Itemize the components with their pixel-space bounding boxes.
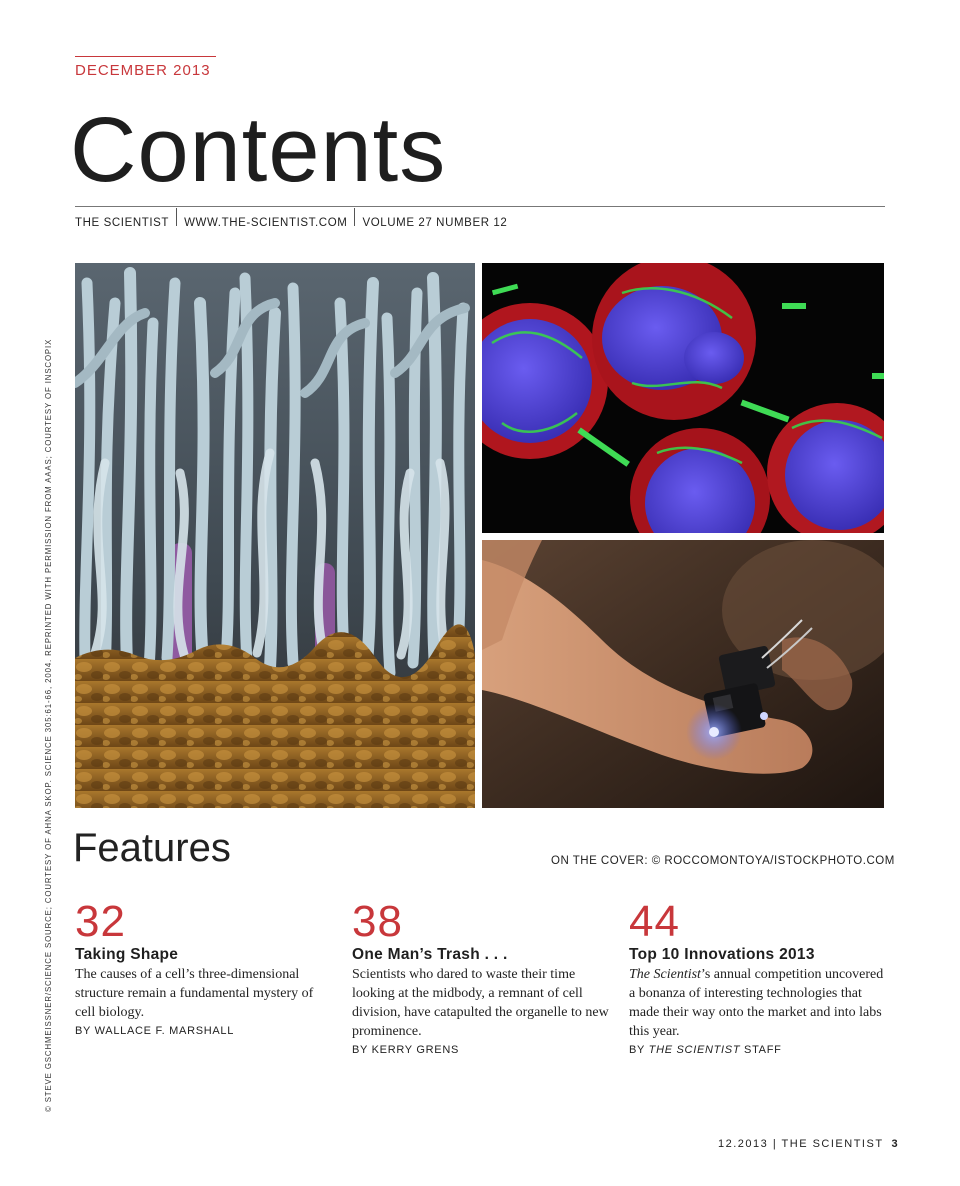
feature-byline: BY KERRY GRENS xyxy=(352,1044,460,1056)
feature-byline: BY WALLACE F. MARSHALL xyxy=(75,1025,235,1037)
feature-title[interactable]: Top 10 Innovations 2013 xyxy=(629,946,815,963)
page-number: 3 xyxy=(891,1138,900,1150)
page-footer xyxy=(718,1138,899,1150)
feature-title[interactable]: Taking Shape xyxy=(75,946,179,963)
masthead-volume: VOLUME 27 NUMBER 12 xyxy=(362,217,508,229)
masthead-publication: THE SCIENTIST xyxy=(75,217,170,229)
feature-description-text: ’s annual competition uncovered a bonanza of interesting technologies that made their way onto the market and into labs this year. xyxy=(629,967,884,1039)
feature-description-italic: The Scientist xyxy=(629,967,701,982)
feature-page-number: 38 xyxy=(352,897,403,946)
heading-rule xyxy=(75,206,885,207)
feature-page-number: 44 xyxy=(629,897,680,946)
footer-text: 12.2013 | THE SCIENTIST xyxy=(718,1138,884,1150)
feature-byline-italic: THE SCIENTIST xyxy=(648,1044,741,1056)
feature-description: Scientists who dared to waste their time looking at the midbody, a remnant of cell division, have catapulted the organelle to new prominence. xyxy=(352,967,609,1039)
feature-byline xyxy=(629,1044,889,1056)
masthead-divider xyxy=(354,208,355,226)
feature-item[interactable] xyxy=(352,897,612,1056)
masthead-website[interactable]: WWW.THE-SCIENTIST.COM xyxy=(184,217,348,229)
feature-byline-suffix: STAFF xyxy=(744,1044,782,1056)
masthead xyxy=(75,214,507,232)
cilia-micrograph-image[interactable] xyxy=(75,263,475,808)
feature-description: The causes of a cell’s three-dimensional structure remain a fundamental mystery of cell biology. xyxy=(75,967,314,1020)
issue-date: DECEMBER 2013 xyxy=(75,62,211,79)
feature-title[interactable]: One Man’s Trash . . . xyxy=(352,946,508,963)
photo-credit-vertical: © STEVE GSCHMEISSNER/SCIENCE SOURCE; COURTESY OF AHNA SKOP. SCIENCE 305:61-66, 2004. REPRINTED WITH PERMISSION FROM AAAS; COURTESY OF INSCOPIX xyxy=(44,338,53,1112)
microscope-device-on-finger-image[interactable] xyxy=(482,540,884,808)
feature-item[interactable] xyxy=(75,897,335,1037)
features-heading: Features xyxy=(73,826,231,870)
feature-byline-prefix: BY xyxy=(629,1044,645,1056)
masthead-divider xyxy=(176,208,177,226)
feature-page-number: 32 xyxy=(75,897,126,946)
page-title: Contents xyxy=(70,99,447,201)
cover-credit: ON THE COVER: © ROCCOMONTOYA/ISTOCKPHOTO.COM xyxy=(551,855,895,867)
feature-description xyxy=(629,965,889,1041)
date-rule xyxy=(75,56,216,57)
fluorescent-cells-image[interactable] xyxy=(482,263,884,533)
feature-item[interactable] xyxy=(629,897,889,1056)
